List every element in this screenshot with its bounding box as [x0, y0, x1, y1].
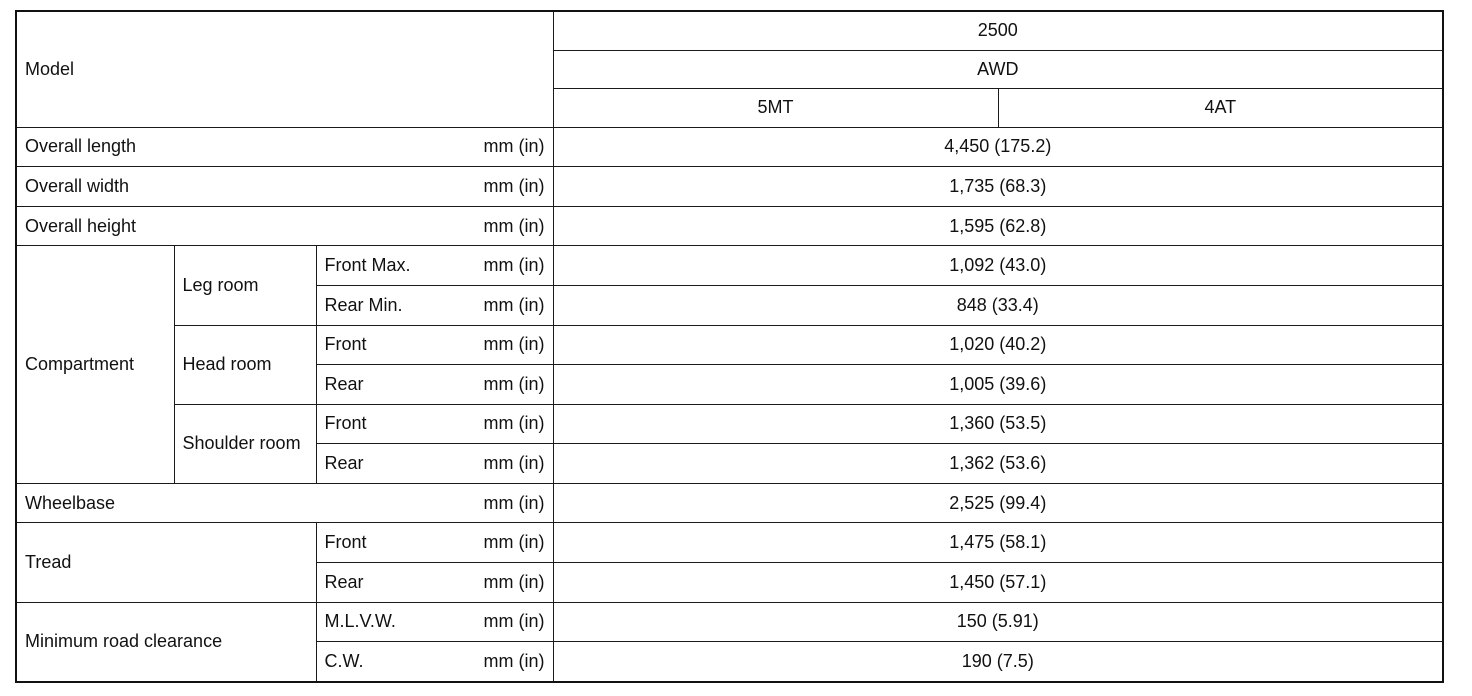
unit-label: mm (in) — [454, 523, 553, 563]
unit-label: mm (in) — [454, 483, 553, 523]
unit-label: mm (in) — [454, 167, 553, 207]
table-row — [16, 246, 1443, 286]
unit-label: mm (in) — [454, 602, 553, 642]
header-row-engine — [16, 11, 1443, 50]
table-row — [16, 206, 1443, 246]
drive-header: AWD — [553, 50, 1443, 89]
tread-label: Tread — [16, 523, 316, 602]
tread-rear-label: Rear — [316, 563, 454, 603]
overall-height-label: Overall height — [16, 206, 454, 246]
compartment-label: Compartment — [16, 246, 174, 483]
tread-front-label: Front — [316, 523, 454, 563]
overall-length-label: Overall length — [16, 127, 454, 167]
leg-room-label: Leg room — [174, 246, 316, 325]
table-row — [16, 483, 1443, 523]
table-row — [16, 523, 1443, 563]
shoulder-room-front-value: 1,360 (53.5) — [553, 404, 1443, 444]
leg-room-rear-value: 848 (33.4) — [553, 285, 1443, 325]
wheelbase-value: 2,525 (99.4) — [553, 483, 1443, 523]
overall-width-label: Overall width — [16, 167, 454, 207]
shoulder-room-front-label: Front — [316, 404, 454, 444]
mlvw-value: 150 (5.91) — [553, 602, 1443, 642]
tread-rear-value: 1,450 (57.1) — [553, 563, 1443, 603]
mlvw-label: M.L.V.W. — [316, 602, 454, 642]
overall-height-value: 1,595 (62.8) — [553, 206, 1443, 246]
head-room-front-label: Front — [316, 325, 454, 365]
head-room-label: Head room — [174, 325, 316, 404]
unit-label: mm (in) — [454, 563, 553, 603]
head-room-front-value: 1,020 (40.2) — [553, 325, 1443, 365]
shoulder-room-rear-label: Rear — [316, 444, 454, 484]
head-room-rear-label: Rear — [316, 365, 454, 405]
min-road-clearance-label: Minimum road clearance — [16, 602, 316, 682]
leg-room-front-value: 1,092 (43.0) — [553, 246, 1443, 286]
unit-label: mm (in) — [454, 206, 553, 246]
unit-label: mm (in) — [454, 325, 553, 365]
leg-room-rear-label: Rear Min. — [316, 285, 454, 325]
overall-width-value: 1,735 (68.3) — [553, 167, 1443, 207]
table-row — [16, 602, 1443, 642]
table-row — [16, 167, 1443, 207]
tread-front-value: 1,475 (58.1) — [553, 523, 1443, 563]
shoulder-room-rear-value: 1,362 (53.6) — [553, 444, 1443, 484]
overall-length-value: 4,450 (175.2) — [553, 127, 1443, 167]
head-room-rear-value: 1,005 (39.6) — [553, 365, 1443, 405]
leg-room-front-label: Front Max. — [316, 246, 454, 286]
unit-label: mm (in) — [454, 246, 553, 286]
wheelbase-label: Wheelbase — [16, 483, 454, 523]
unit-label: mm (in) — [454, 285, 553, 325]
table-row — [16, 325, 1443, 365]
table-row — [16, 127, 1443, 167]
cw-label: C.W. — [316, 642, 454, 682]
model-label: Model — [16, 11, 553, 127]
unit-label: mm (in) — [454, 404, 553, 444]
transmission-header-5mt: 5MT — [553, 89, 998, 128]
dimensions-spec-table — [15, 10, 1444, 683]
transmission-header-4at: 4AT — [998, 89, 1443, 128]
engine-header: 2500 — [553, 11, 1443, 50]
table-row — [16, 404, 1443, 444]
unit-label: mm (in) — [454, 444, 553, 484]
unit-label: mm (in) — [454, 365, 553, 405]
unit-label: mm (in) — [454, 127, 553, 167]
shoulder-room-label: Shoulder room — [174, 404, 316, 483]
unit-label: mm (in) — [454, 642, 553, 682]
cw-value: 190 (7.5) — [553, 642, 1443, 682]
